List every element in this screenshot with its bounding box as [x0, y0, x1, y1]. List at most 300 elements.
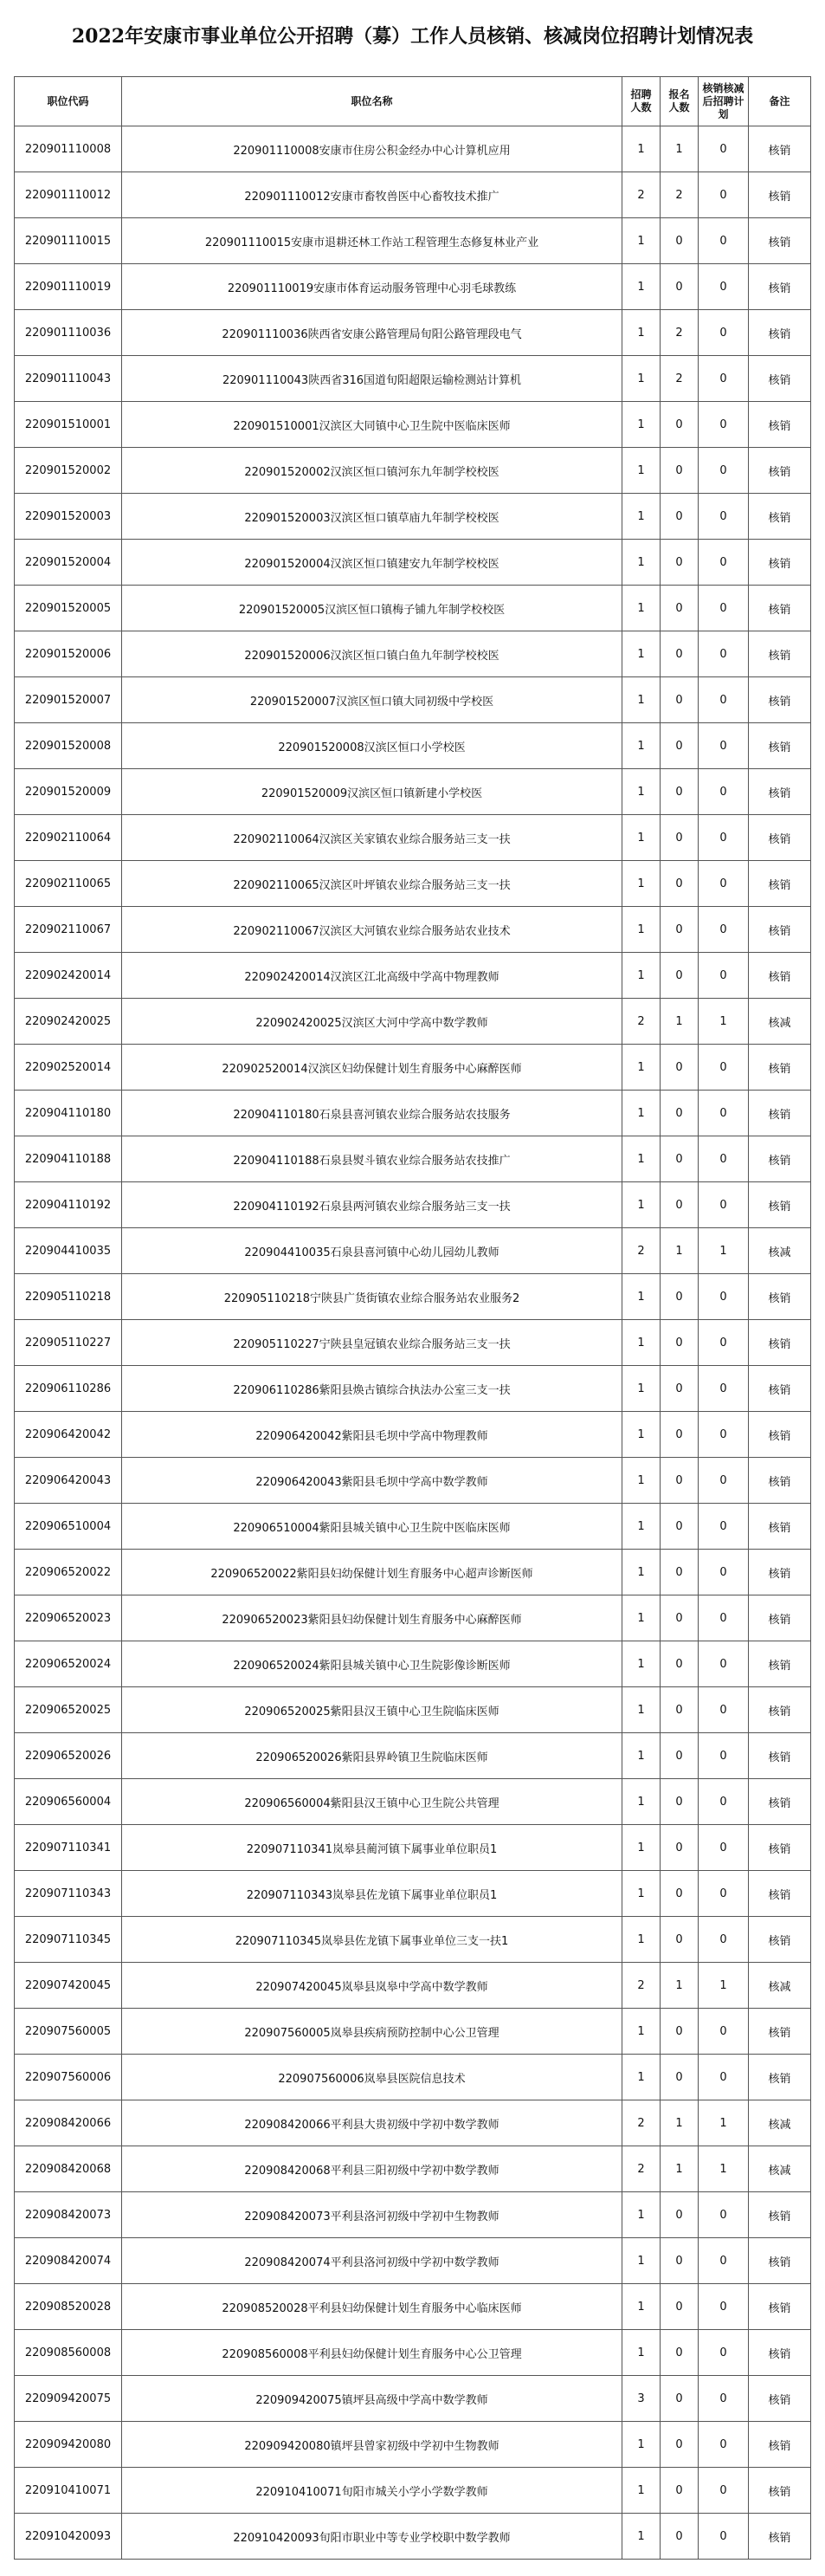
cell-adjusted: 0 — [699, 815, 749, 861]
cell-plan: 1 — [622, 1182, 661, 1228]
cell-plan: 1 — [622, 2514, 661, 2560]
cell-name: 220909420075镇坪县高级中学高中数学教师 — [122, 2376, 622, 2422]
cell-applied: 1 — [661, 999, 699, 1045]
cell-applied: 0 — [661, 1458, 699, 1504]
cell-applied: 0 — [661, 2468, 699, 2514]
cell-plan: 1 — [622, 1412, 661, 1458]
cell-code: 220907560006 — [15, 2055, 122, 2100]
cell-note: 核销 — [749, 1320, 811, 1366]
cell-code: 220908520028 — [15, 2284, 122, 2330]
cell-name: 220907110343岚皋县佐龙镇下属事业单位职员1 — [122, 1871, 622, 1917]
cell-name: 220902110064汉滨区关家镇农业综合服务站三支一扶 — [122, 815, 622, 861]
cell-adjusted: 0 — [699, 1504, 749, 1550]
cell-code: 220901110012 — [15, 172, 122, 218]
cell-plan: 1 — [622, 1458, 661, 1504]
header-applied: 报名人数 — [661, 77, 699, 126]
cell-note: 核销 — [749, 861, 811, 907]
table-row — [15, 2238, 811, 2284]
table-row — [15, 2468, 811, 2514]
cell-plan: 1 — [622, 2330, 661, 2376]
cell-applied: 0 — [661, 1136, 699, 1182]
table-row — [15, 1136, 811, 1182]
cell-name: 220908420074平利县洛河初级中学初中数学教师 — [122, 2238, 622, 2284]
table-row — [15, 1504, 811, 1550]
cell-adjusted: 0 — [699, 2422, 749, 2468]
cell-code: 220908420073 — [15, 2192, 122, 2238]
cell-plan: 1 — [622, 1641, 661, 1687]
table-row — [15, 1320, 811, 1366]
cell-plan: 1 — [622, 1917, 661, 1963]
cell-plan: 1 — [622, 2422, 661, 2468]
cell-plan: 1 — [622, 356, 661, 402]
cell-code: 220901510001 — [15, 402, 122, 448]
cell-code: 220907560005 — [15, 2009, 122, 2055]
cell-applied: 0 — [661, 1504, 699, 1550]
cell-code: 220901520002 — [15, 448, 122, 494]
cell-name: 220901520006汉滨区恒口镇白鱼九年制学校校医 — [122, 631, 622, 677]
table-row — [15, 1825, 811, 1871]
cell-plan: 2 — [622, 172, 661, 218]
cell-applied: 0 — [661, 1091, 699, 1136]
cell-name: 220901520008汉滨区恒口小学校医 — [122, 723, 622, 769]
cell-applied: 1 — [661, 1963, 699, 2009]
cell-plan: 1 — [622, 402, 661, 448]
cell-note: 核销 — [749, 815, 811, 861]
cell-adjusted: 0 — [699, 1320, 749, 1366]
table-row — [15, 1550, 811, 1595]
cell-name: 220907110341岚皋县蔺河镇下属事业单位职员1 — [122, 1825, 622, 1871]
cell-name: 220904110188石泉县熨斗镇农业综合服务站农技推广 — [122, 1136, 622, 1182]
cell-adjusted: 0 — [699, 1182, 749, 1228]
cell-plan: 2 — [622, 1963, 661, 2009]
cell-name: 220902110067汉滨区大河镇农业综合服务站农业技术 — [122, 907, 622, 953]
cell-applied: 2 — [661, 356, 699, 402]
header-name: 职位名称 — [122, 77, 622, 126]
cell-applied: 1 — [661, 1228, 699, 1274]
cell-note: 核销 — [749, 677, 811, 723]
cell-plan: 1 — [622, 1595, 661, 1641]
cell-applied: 0 — [661, 402, 699, 448]
cell-code: 220901110036 — [15, 310, 122, 356]
cell-note: 核销 — [749, 907, 811, 953]
cell-code: 220902420025 — [15, 999, 122, 1045]
cell-adjusted: 0 — [699, 540, 749, 586]
cell-note: 核销 — [749, 1871, 811, 1917]
table-row — [15, 1412, 811, 1458]
table-row — [15, 1687, 811, 1733]
cell-note: 核销 — [749, 402, 811, 448]
cell-applied: 0 — [661, 1595, 699, 1641]
table-row — [15, 494, 811, 540]
cell-plan: 2 — [622, 2100, 661, 2146]
cell-plan: 1 — [622, 310, 661, 356]
cell-code: 220901520007 — [15, 677, 122, 723]
cell-name: 220910410071旬阳市城关小学小学数学教师 — [122, 2468, 622, 2514]
cell-name: 220901520002汉滨区恒口镇河东九年制学校校医 — [122, 448, 622, 494]
cell-adjusted: 0 — [699, 1779, 749, 1825]
table-row — [15, 861, 811, 907]
cell-applied: 0 — [661, 540, 699, 586]
cell-applied: 0 — [661, 1779, 699, 1825]
cell-adjusted: 0 — [699, 2376, 749, 2422]
cell-plan: 1 — [622, 448, 661, 494]
cell-applied: 0 — [661, 1550, 699, 1595]
cell-plan: 1 — [622, 2284, 661, 2330]
cell-name: 220902110065汉滨区叶坪镇农业综合服务站三支一扶 — [122, 861, 622, 907]
table-row — [15, 2009, 811, 2055]
cell-code: 220904110188 — [15, 1136, 122, 1182]
cell-name: 220906560004紫阳县汉王镇中心卫生院公共管理 — [122, 1779, 622, 1825]
cell-note: 核销 — [749, 2376, 811, 2422]
cell-note: 核销 — [749, 2330, 811, 2376]
cell-adjusted: 0 — [699, 2330, 749, 2376]
cell-adjusted: 0 — [699, 907, 749, 953]
header-note: 备注 — [749, 77, 811, 126]
cell-adjusted: 0 — [699, 2009, 749, 2055]
cell-name: 220906110286紫阳县焕古镇综合执法办公室三支一扶 — [122, 1366, 622, 1412]
header-plan: 招聘人数 — [622, 77, 661, 126]
cell-code: 220904110192 — [15, 1182, 122, 1228]
cell-applied: 0 — [661, 1917, 699, 1963]
cell-adjusted: 0 — [699, 1091, 749, 1136]
cell-code: 220901110043 — [15, 356, 122, 402]
cell-plan: 1 — [622, 1871, 661, 1917]
cell-name: 220901110012安康市畜牧兽医中心畜牧技术推广 — [122, 172, 622, 218]
table-row — [15, 2376, 811, 2422]
cell-adjusted: 0 — [699, 631, 749, 677]
table-row — [15, 999, 811, 1045]
cell-applied: 1 — [661, 126, 699, 172]
cell-name: 220901110019安康市体育运动服务管理中心羽毛球教练 — [122, 264, 622, 310]
cell-adjusted: 0 — [699, 264, 749, 310]
cell-plan: 1 — [622, 1733, 661, 1779]
cell-name: 220905110218宁陕县广货街镇农业综合服务站农业服务2 — [122, 1274, 622, 1320]
cell-note: 核销 — [749, 218, 811, 264]
cell-note: 核减 — [749, 999, 811, 1045]
cell-plan: 3 — [622, 2376, 661, 2422]
cell-name: 220901520007汉滨区恒口镇大同初级中学校医 — [122, 677, 622, 723]
cell-applied: 0 — [661, 448, 699, 494]
table-row — [15, 1045, 811, 1091]
cell-applied: 0 — [661, 677, 699, 723]
cell-note: 核销 — [749, 2192, 811, 2238]
cell-note: 核销 — [749, 1274, 811, 1320]
cell-applied: 0 — [661, 1871, 699, 1917]
cell-plan: 1 — [622, 907, 661, 953]
cell-code: 220910410071 — [15, 2468, 122, 2514]
cell-name: 220904410035石泉县喜河镇中心幼儿园幼儿教师 — [122, 1228, 622, 1274]
cell-plan: 1 — [622, 1550, 661, 1595]
cell-adjusted: 0 — [699, 2468, 749, 2514]
cell-name: 220904110192石泉县两河镇农业综合服务站三支一扶 — [122, 1182, 622, 1228]
cell-note: 核销 — [749, 2055, 811, 2100]
cell-plan: 1 — [622, 218, 661, 264]
cell-name: 220901520009汉滨区恒口镇新建小学校医 — [122, 769, 622, 815]
cell-applied: 0 — [661, 586, 699, 631]
header-row — [15, 77, 811, 126]
cell-code: 220907110343 — [15, 1871, 122, 1917]
cell-note: 核销 — [749, 631, 811, 677]
cell-name: 220901520004汉滨区恒口镇建安九年制学校校医 — [122, 540, 622, 586]
cell-adjusted: 0 — [699, 494, 749, 540]
cell-applied: 0 — [661, 631, 699, 677]
cell-applied: 0 — [661, 1274, 699, 1320]
cell-adjusted: 0 — [699, 1412, 749, 1458]
cell-note: 核销 — [749, 2009, 811, 2055]
cell-plan: 2 — [622, 2146, 661, 2192]
table-row — [15, 1779, 811, 1825]
cell-name: 220908560008平利县妇幼保健计划生育服务中心公卫管理 — [122, 2330, 622, 2376]
cell-adjusted: 0 — [699, 586, 749, 631]
cell-note: 核销 — [749, 494, 811, 540]
cell-plan: 1 — [622, 2238, 661, 2284]
cell-plan: 2 — [622, 1228, 661, 1274]
table-row — [15, 448, 811, 494]
table-row — [15, 264, 811, 310]
cell-name: 220906520025紫阳县汉王镇中心卫生院临床医师 — [122, 1687, 622, 1733]
table-row — [15, 2284, 811, 2330]
cell-applied: 0 — [661, 1412, 699, 1458]
cell-applied: 0 — [661, 2238, 699, 2284]
cell-adjusted: 0 — [699, 1458, 749, 1504]
table-row — [15, 310, 811, 356]
cell-adjusted: 0 — [699, 1274, 749, 1320]
cell-plan: 1 — [622, 494, 661, 540]
cell-code: 220906110286 — [15, 1366, 122, 1412]
table-body — [15, 126, 811, 2560]
cell-code: 220910420093 — [15, 2514, 122, 2560]
cell-note: 核销 — [749, 126, 811, 172]
cell-applied: 0 — [661, 2284, 699, 2330]
table-row — [15, 2100, 811, 2146]
cell-plan: 1 — [622, 1274, 661, 1320]
cell-adjusted: 1 — [699, 999, 749, 1045]
cell-plan: 1 — [622, 586, 661, 631]
cell-applied: 0 — [661, 2376, 699, 2422]
cell-note: 核减 — [749, 1228, 811, 1274]
cell-plan: 1 — [622, 2468, 661, 2514]
cell-applied: 0 — [661, 2422, 699, 2468]
cell-note: 核销 — [749, 2468, 811, 2514]
cell-applied: 0 — [661, 953, 699, 999]
page-title: 2022年安康市事业单位公开招聘（募）工作人员核销、核减岗位招聘计划情况表 — [71, 25, 754, 48]
cell-note: 核销 — [749, 2422, 811, 2468]
cell-note: 核销 — [749, 1182, 811, 1228]
cell-code: 220906520023 — [15, 1595, 122, 1641]
cell-code: 220906520025 — [15, 1687, 122, 1733]
cell-code: 220906520022 — [15, 1550, 122, 1595]
cell-code: 220906510004 — [15, 1504, 122, 1550]
header-code: 职位代码 — [15, 77, 122, 126]
cell-code: 220909420080 — [15, 2422, 122, 2468]
cell-adjusted: 0 — [699, 1595, 749, 1641]
header-adjusted: 核销核减后招聘计划 — [699, 77, 749, 126]
cell-code: 220901520008 — [15, 723, 122, 769]
cell-plan: 1 — [622, 1504, 661, 1550]
cell-note: 核销 — [749, 1687, 811, 1733]
cell-code: 220901110008 — [15, 126, 122, 172]
cell-name: 220908520028平利县妇幼保健计划生育服务中心临床医师 — [122, 2284, 622, 2330]
positions-table — [14, 76, 811, 2560]
cell-name: 220907560006岚皋县医院信息技术 — [122, 2055, 622, 2100]
cell-adjusted: 0 — [699, 1871, 749, 1917]
cell-name: 220906520022紫阳县妇幼保健计划生育服务中心超声诊断医师 — [122, 1550, 622, 1595]
cell-note: 核销 — [749, 723, 811, 769]
table-row — [15, 1182, 811, 1228]
table-row — [15, 1274, 811, 1320]
cell-name: 220904110180石泉县喜河镇农业综合服务站农技服务 — [122, 1091, 622, 1136]
cell-plan: 1 — [622, 1091, 661, 1136]
cell-name: 220902420014汉滨区江北高级中学高中物理教师 — [122, 953, 622, 999]
cell-adjusted: 0 — [699, 448, 749, 494]
table-row — [15, 1366, 811, 1412]
table-row — [15, 2055, 811, 2100]
cell-plan: 1 — [622, 540, 661, 586]
cell-note: 核销 — [749, 1595, 811, 1641]
cell-name: 220901510001汉滨区大同镇中心卫生院中医临床医师 — [122, 402, 622, 448]
table-row — [15, 1641, 811, 1687]
cell-code: 220902520014 — [15, 1045, 122, 1091]
cell-code: 220901520006 — [15, 631, 122, 677]
cell-name: 220902520014汉滨区妇幼保健计划生育服务中心麻醉医师 — [122, 1045, 622, 1091]
cell-name: 220906520024紫阳县城关镇中心卫生院影像诊断医师 — [122, 1641, 622, 1687]
cell-code: 220902110064 — [15, 815, 122, 861]
cell-adjusted: 0 — [699, 1366, 749, 1412]
cell-applied: 0 — [661, 815, 699, 861]
cell-plan: 1 — [622, 861, 661, 907]
cell-adjusted: 0 — [699, 1733, 749, 1779]
cell-plan: 1 — [622, 1320, 661, 1366]
cell-note: 核销 — [749, 310, 811, 356]
cell-adjusted: 0 — [699, 677, 749, 723]
cell-plan: 1 — [622, 1136, 661, 1182]
cell-plan: 1 — [622, 815, 661, 861]
cell-code: 220909420075 — [15, 2376, 122, 2422]
table-row — [15, 218, 811, 264]
cell-applied: 0 — [661, 907, 699, 953]
table-row — [15, 1091, 811, 1136]
cell-name: 220908420068平利县三阳初级中学初中数学教师 — [122, 2146, 622, 2192]
cell-applied: 0 — [661, 2192, 699, 2238]
cell-code: 220902110065 — [15, 861, 122, 907]
cell-applied: 0 — [661, 494, 699, 540]
table-header — [15, 77, 811, 126]
cell-adjusted: 0 — [699, 2238, 749, 2284]
cell-note: 核销 — [749, 586, 811, 631]
cell-applied: 0 — [661, 1733, 699, 1779]
cell-code: 220908420066 — [15, 2100, 122, 2146]
cell-note: 核销 — [749, 1825, 811, 1871]
cell-code: 220905110218 — [15, 1274, 122, 1320]
cell-code: 220901520005 — [15, 586, 122, 631]
cell-name: 220906420042紫阳县毛坝中学高中物理教师 — [122, 1412, 622, 1458]
cell-note: 核销 — [749, 953, 811, 999]
cell-note: 核销 — [749, 1779, 811, 1825]
cell-applied: 0 — [661, 1045, 699, 1091]
cell-note: 核销 — [749, 769, 811, 815]
cell-plan: 1 — [622, 2009, 661, 2055]
cell-name: 220905110227宁陕县皇冠镇农业综合服务站三支一扶 — [122, 1320, 622, 1366]
cell-applied: 0 — [661, 861, 699, 907]
table-row — [15, 2192, 811, 2238]
cell-code: 220901520009 — [15, 769, 122, 815]
cell-applied: 2 — [661, 310, 699, 356]
table-row — [15, 2514, 811, 2560]
cell-adjusted: 0 — [699, 2192, 749, 2238]
cell-adjusted: 0 — [699, 1687, 749, 1733]
cell-code: 220902110067 — [15, 907, 122, 953]
cell-applied: 0 — [661, 1366, 699, 1412]
cell-adjusted: 0 — [699, 402, 749, 448]
cell-note: 核销 — [749, 2238, 811, 2284]
cell-applied: 0 — [661, 264, 699, 310]
cell-note: 核销 — [749, 448, 811, 494]
table-row — [15, 2422, 811, 2468]
cell-note: 核销 — [749, 1641, 811, 1687]
cell-applied: 0 — [661, 2055, 699, 2100]
cell-plan: 1 — [622, 1779, 661, 1825]
cell-note: 核销 — [749, 172, 811, 218]
cell-name: 220910420093旬阳市职业中等专业学校职中数学教师 — [122, 2514, 622, 2560]
cell-name: 220906520023紫阳县妇幼保健计划生育服务中心麻醉医师 — [122, 1595, 622, 1641]
table-row — [15, 769, 811, 815]
cell-adjusted: 0 — [699, 356, 749, 402]
cell-applied: 2 — [661, 172, 699, 218]
cell-note: 核销 — [749, 1504, 811, 1550]
cell-name: 220908420066平利县大贵初级中学初中数学教师 — [122, 2100, 622, 2146]
cell-plan: 1 — [622, 2055, 661, 2100]
cell-note: 核销 — [749, 1733, 811, 1779]
cell-code: 220902420014 — [15, 953, 122, 999]
cell-name: 220908420073平利县洛河初级中学初中生物教师 — [122, 2192, 622, 2238]
cell-adjusted: 0 — [699, 126, 749, 172]
cell-code: 220907420045 — [15, 1963, 122, 2009]
cell-adjusted: 0 — [699, 1550, 749, 1595]
table-row — [15, 815, 811, 861]
cell-note: 核销 — [749, 1045, 811, 1091]
cell-name: 220906510004紫阳县城关镇中心卫生院中医临床医师 — [122, 1504, 622, 1550]
cell-adjusted: 0 — [699, 310, 749, 356]
cell-adjusted: 0 — [699, 861, 749, 907]
table-row — [15, 723, 811, 769]
cell-note: 核销 — [749, 2514, 811, 2560]
table-row — [15, 1963, 811, 2009]
table-row — [15, 402, 811, 448]
table-row — [15, 1917, 811, 1963]
cell-note: 核销 — [749, 1550, 811, 1595]
cell-plan: 1 — [622, 769, 661, 815]
cell-name: 220901110008安康市住房公积金经办中心计算机应用 — [122, 126, 622, 172]
cell-plan: 1 — [622, 677, 661, 723]
cell-applied: 0 — [661, 1320, 699, 1366]
cell-adjusted: 0 — [699, 953, 749, 999]
cell-plan: 1 — [622, 1825, 661, 1871]
table-row — [15, 1595, 811, 1641]
table-row — [15, 907, 811, 953]
cell-adjusted: 0 — [699, 1825, 749, 1871]
cell-note: 核减 — [749, 2146, 811, 2192]
cell-code: 220906520024 — [15, 1641, 122, 1687]
table-row — [15, 356, 811, 402]
cell-adjusted: 0 — [699, 769, 749, 815]
cell-note: 核销 — [749, 1458, 811, 1504]
cell-name: 220907110345岚皋县佐龙镇下属事业单位三支一扶1 — [122, 1917, 622, 1963]
table-row — [15, 1871, 811, 1917]
cell-adjusted: 1 — [699, 1228, 749, 1274]
table-row — [15, 1228, 811, 1274]
cell-code: 220905110227 — [15, 1320, 122, 1366]
cell-applied: 0 — [661, 723, 699, 769]
